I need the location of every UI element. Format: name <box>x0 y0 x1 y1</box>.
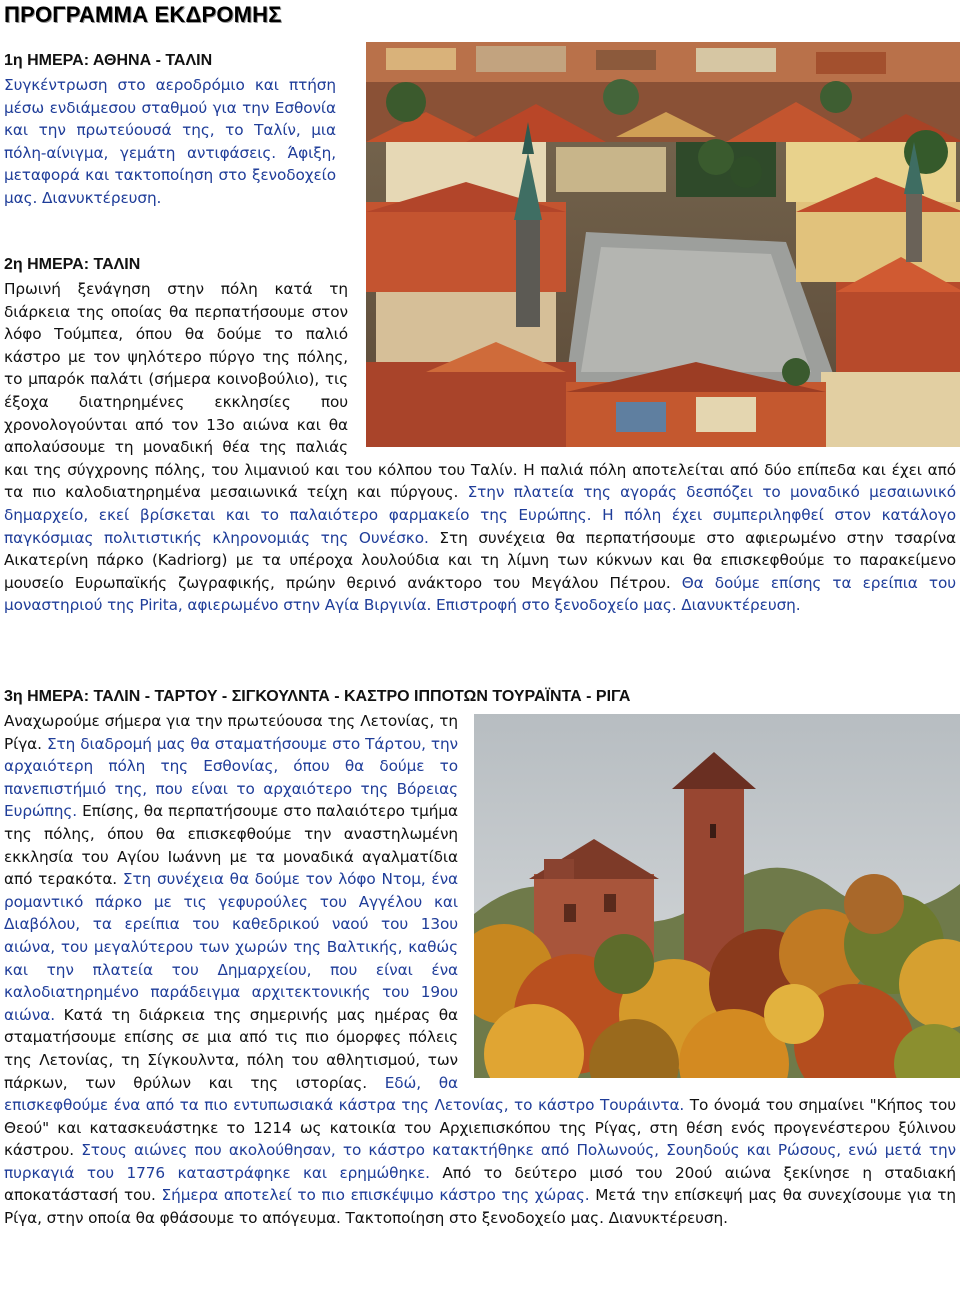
day2-section <box>4 254 956 617</box>
day3-text-part4: Στη συνέχεια θα δούμε τον λόφο Ντομ, ένα ρομαντικό πάρκο με τις γεφυρούλες του Αγγέλου και Διαβόλου, τα ερείπια του καθεδρικού ναού του 13ου αιώνα, του μεγαλύτερου των χωρών της Βαλτικής, καθώς και την πλατεία του Δημαρχείου, που είναι ένα καλοδιατηρημένο παράδειγμα αρχιτεκτονικής του 19ου αιώνα. <box>4 870 458 1024</box>
day1-section <box>4 50 956 210</box>
turaida-castle-photo <box>474 714 960 1078</box>
day2-text-part3: Στη συνέχεια θα περπατήσουμε στο αφιερωμένο στην τσαρίνα Αικατερίνη πάρκο (Kadriorg) με τα υπέροχα λουλούδια και τη λίμνη των κύκνων και θα επισκεφθούμε το παρακείμενο μουσείο Ευρωπαϊκής ζωγραφικής, πρώην θερινό ανάκτορο του Μεγάλου Πέτρου. <box>4 528 957 592</box>
day3-text-part2: Στη διαδρομή μας θα σταματήσουμε στο Τάρτου, την αρχαιότερη πόλη της Εσθονίας, όπου θα δούμε το πανεπιστήμιό της, που είναι το αρχαιότερο της Βόρειας Ευρώπης. <box>4 734 459 821</box>
day3-text-part3: Επίσης, θα περπατήσουμε στο παλαιότερο τμήμα της πόλης, όπου θα επισκεφθούμε την αναστηλωμένη εκκλησία του Αγίου Ιωάννη με τα μοναδικά αγαλματίδια από τερακότα. <box>4 802 459 889</box>
day3-text-part11: Μετά την επίσκεψή μας θα συνεχίσουμε για τη Ρίγα, στην οποία θα φθάσουμε το απόγευμα. Τακτοποίηση στο ξενοδοχείο μας. Διανυκτέρευση. <box>4 1186 956 1228</box>
day2-text-part1: Πρωινή ξενάγηση στην πόλη κατά τη διάρκεια της οποίας θα περπατήσουμε στον λόφο Τούμπεα, όπου θα δούμε το παλιό κάστρο με τον ψηλότερο πύργο της πόλης, το μπαρόκ παλάτι (σήμερα κοινοβούλιο), τις έξοχα διατηρημένες εκκλησίες που χρονολογούνται από τον 13ο αιώνα και θα απολαύσουμε τη μοναδική θέα της παλιάς και της σύγχρονης πόλης, του λιμανιού και του κόλπου του Ταλίν. Η παλιά πόλη αποτελείται από δύο επίπεδα και έχει από τα πιο καλοδιατηρημένα μεσαιωνικά τείχη και πύργους. <box>4 280 956 502</box>
day3-text-part1: Αναχωρούμε σήμερα για την πρωτεύουσα της Λετονίας, τη Ρίγα. <box>4 712 458 753</box>
day3-text-part9: Από το δεύτερο μισό του 20ού αιώνα ξεκίνησε η σταδιακή αποκατάστασή του. <box>4 1163 956 1205</box>
day3-text-part7: Το όνομά του σημαίνει "Κήπος του Θεού" και κατασκευάστηκε το 1214 ως κατοικία του Αρχιεπισκόπου της Ρίγας, στη θέση ενός προγενέστερου ξύλινου κάστρου. <box>4 1096 957 1160</box>
day3-text-part6: Εδώ, θα επισκεφθούμε ένα από τα πιο εντυπωσιακά κάστρα της Λετονίας, το κάστρο Τουράιντα. <box>4 1073 685 1115</box>
day1-text: Συγκέντρωση στο αεροδρόμιο και πτήση μέσω ενδιάμεσου σταθμού για την Εσθονία και την πρωτεύουσά της, το Ταλίν, μια πόλη-αίνιγμα, γεμάτη αντιφάσεις. Άφιξη, μεταφορά και τακτοποίηση στο ξενοδοχείο μας. Διανυκτέρευση. <box>4 76 336 207</box>
day1-heading: 1η ΗΜΕΡΑ: ΑΘΗΝΑ - ΤΑΛΙΝ <box>4 52 213 69</box>
page-title: ΠΡΟΓΡΑΜΜΑ ΕΚΔΡΟΜΗΣ <box>4 2 282 27</box>
day2-text-part2: Στην πλατεία της αγοράς δεσπόζει το μοναδικό μεσαιωνικό δημαρχείο, εκεί βρίσκεται και το παλαιότερο φαρμακείο της Ευρώπης. Η πόλη έχει συμπεριληφθεί στον κατάλογο παγκόσμιας πολιτιστικής κληρονομιάς της Ουνέσκο. <box>4 483 956 547</box>
day3-section <box>4 686 956 1230</box>
day2-text-part4: Θα δούμε επίσης τα ερείπια του μοναστηριού της Pirita, αφιερωμένο στην Αγία Βιργινία. Επιστροφή στο ξενοδοχείο μας. Διανυκτέρευση. <box>4 573 956 615</box>
day3-heading: 3η ΗΜΕΡΑ: ΤΑΛΙΝ - ΤΑΡΤΟΥ - ΣΙΓΚΟΥΛΝΤΑ - ΚΑΣΤΡΟ ΙΠΠΟΤΩΝ ΤΟΥΡΑΪΝΤΑ - ΡΙΓΑ <box>4 688 631 705</box>
day3-text-part5: Κατά τη διάρκεια της σημερινής μας ημέρας θα σταματήσουμε επίσης σε μια από τις πιο όμορφες πόλεις της Λετονίας, τη Σίγκουλντα, πόλη του αθλητισμού, των πάρκων, των θρύλων και της ιστορίας. <box>4 1005 458 1092</box>
day2-heading: 2η ΗΜΕΡΑ: ΤΑΛΙΝ <box>4 256 141 273</box>
day3-text-part8: Στους αιώνες που ακολούθησαν, το κάστρο κατακτήθηκε από Πολωνούς, Σουηδούς και Ρώσους, ενώ μετά την πυρκαγιά του 1776 καταστράφηκε και ερημώθηκε. <box>4 1141 956 1182</box>
day3-text-part10: Σήμερα αποτελεί το πιο επισκέψιμο κάστρο της χώρας. <box>161 1186 590 1205</box>
